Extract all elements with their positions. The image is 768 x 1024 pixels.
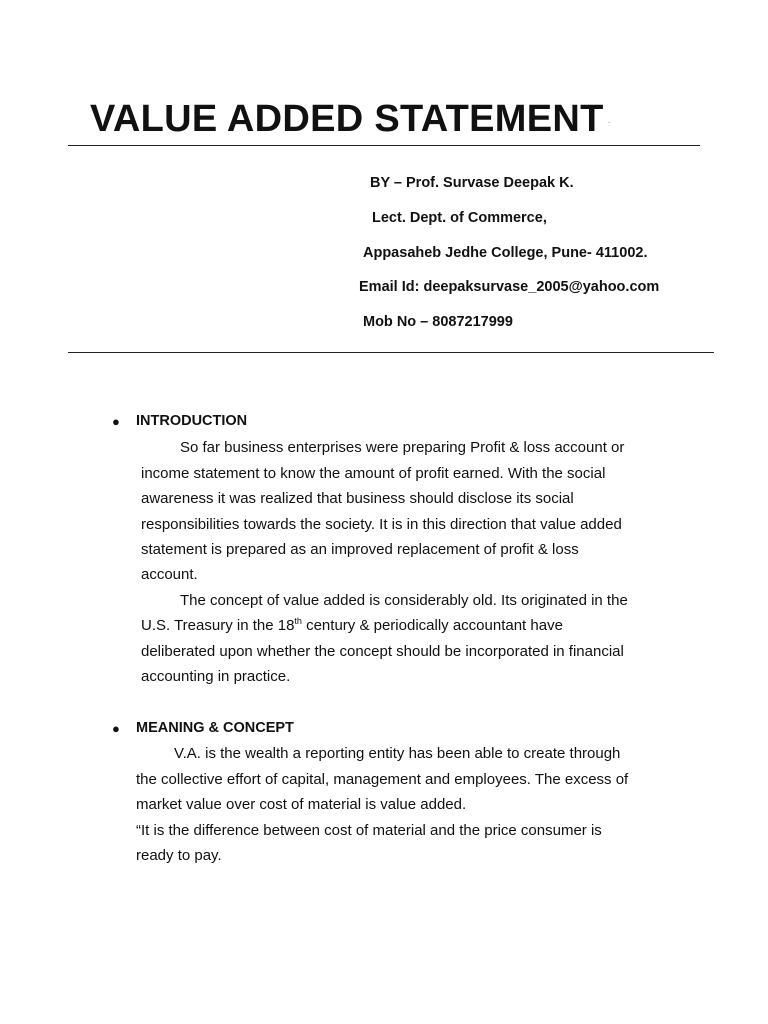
section-meaning-concept — [110, 720, 710, 742]
paragraph-line: The concept of value added is considerably old. Its originated in the — [180, 592, 628, 609]
section-heading-row — [110, 720, 710, 742]
paragraph-line: So far business enterprises were preparing Profit & loss account or — [180, 439, 625, 456]
author-college: Appasaheb Jedhe College, Pune- 411002. — [363, 245, 648, 261]
section-heading: INTRODUCTION — [136, 413, 248, 429]
paragraph-line: V.A. is the wealth a reporting entity has been able to create through — [174, 745, 621, 762]
document-title: VALUE ADDED STATEMENT — [90, 98, 604, 140]
bullet-icon: ● — [112, 721, 120, 736]
title-mark: . — [608, 116, 611, 125]
bullet-icon: ● — [112, 414, 120, 429]
section-heading: MEANING & CONCEPT — [136, 720, 294, 736]
paragraph-line: income statement to know the amount of profit earned. With the social — [141, 465, 606, 482]
paragraph-line: awareness it was realized that business should disclose its social — [141, 490, 574, 507]
paragraph-line: ready to pay. — [136, 847, 222, 864]
line-text: century & periodically accountant have — [301, 617, 563, 634]
paragraph-line: market value over cost of material is value added. — [136, 796, 467, 813]
title-divider — [68, 145, 700, 146]
section-heading-row — [110, 413, 710, 435]
section-introduction — [110, 413, 710, 435]
header-divider — [68, 352, 714, 353]
paragraph-line: accounting in practice. — [141, 668, 291, 685]
paragraph-line: account. — [141, 566, 198, 583]
paragraph-line: statement is prepared as an improved replacement of profit & loss — [141, 541, 579, 558]
paragraph-line: “It is the difference between cost of material and the price consumer is — [136, 822, 602, 839]
author-by: BY – Prof. Survase Deepak K. — [370, 175, 574, 191]
paragraph-line: the collective effort of capital, management and employees. The excess of — [136, 771, 629, 788]
paragraph-line: responsibilities towards the society. It is in this direction that value added — [141, 516, 622, 533]
paragraph-line: deliberated upon whether the concept should be incorporated in financial — [141, 643, 624, 660]
paragraph-line — [141, 617, 563, 634]
ordinal-suffix: th — [294, 616, 302, 626]
author-position: Lect. Dept. of Commerce, — [372, 210, 547, 226]
author-email: Email Id: deepaksurvase_2005@yahoo.com — [359, 279, 660, 295]
author-mobile: Mob No – 8087217999 — [363, 314, 513, 330]
line-text: U.S. Treasury in the 18 — [141, 617, 295, 634]
